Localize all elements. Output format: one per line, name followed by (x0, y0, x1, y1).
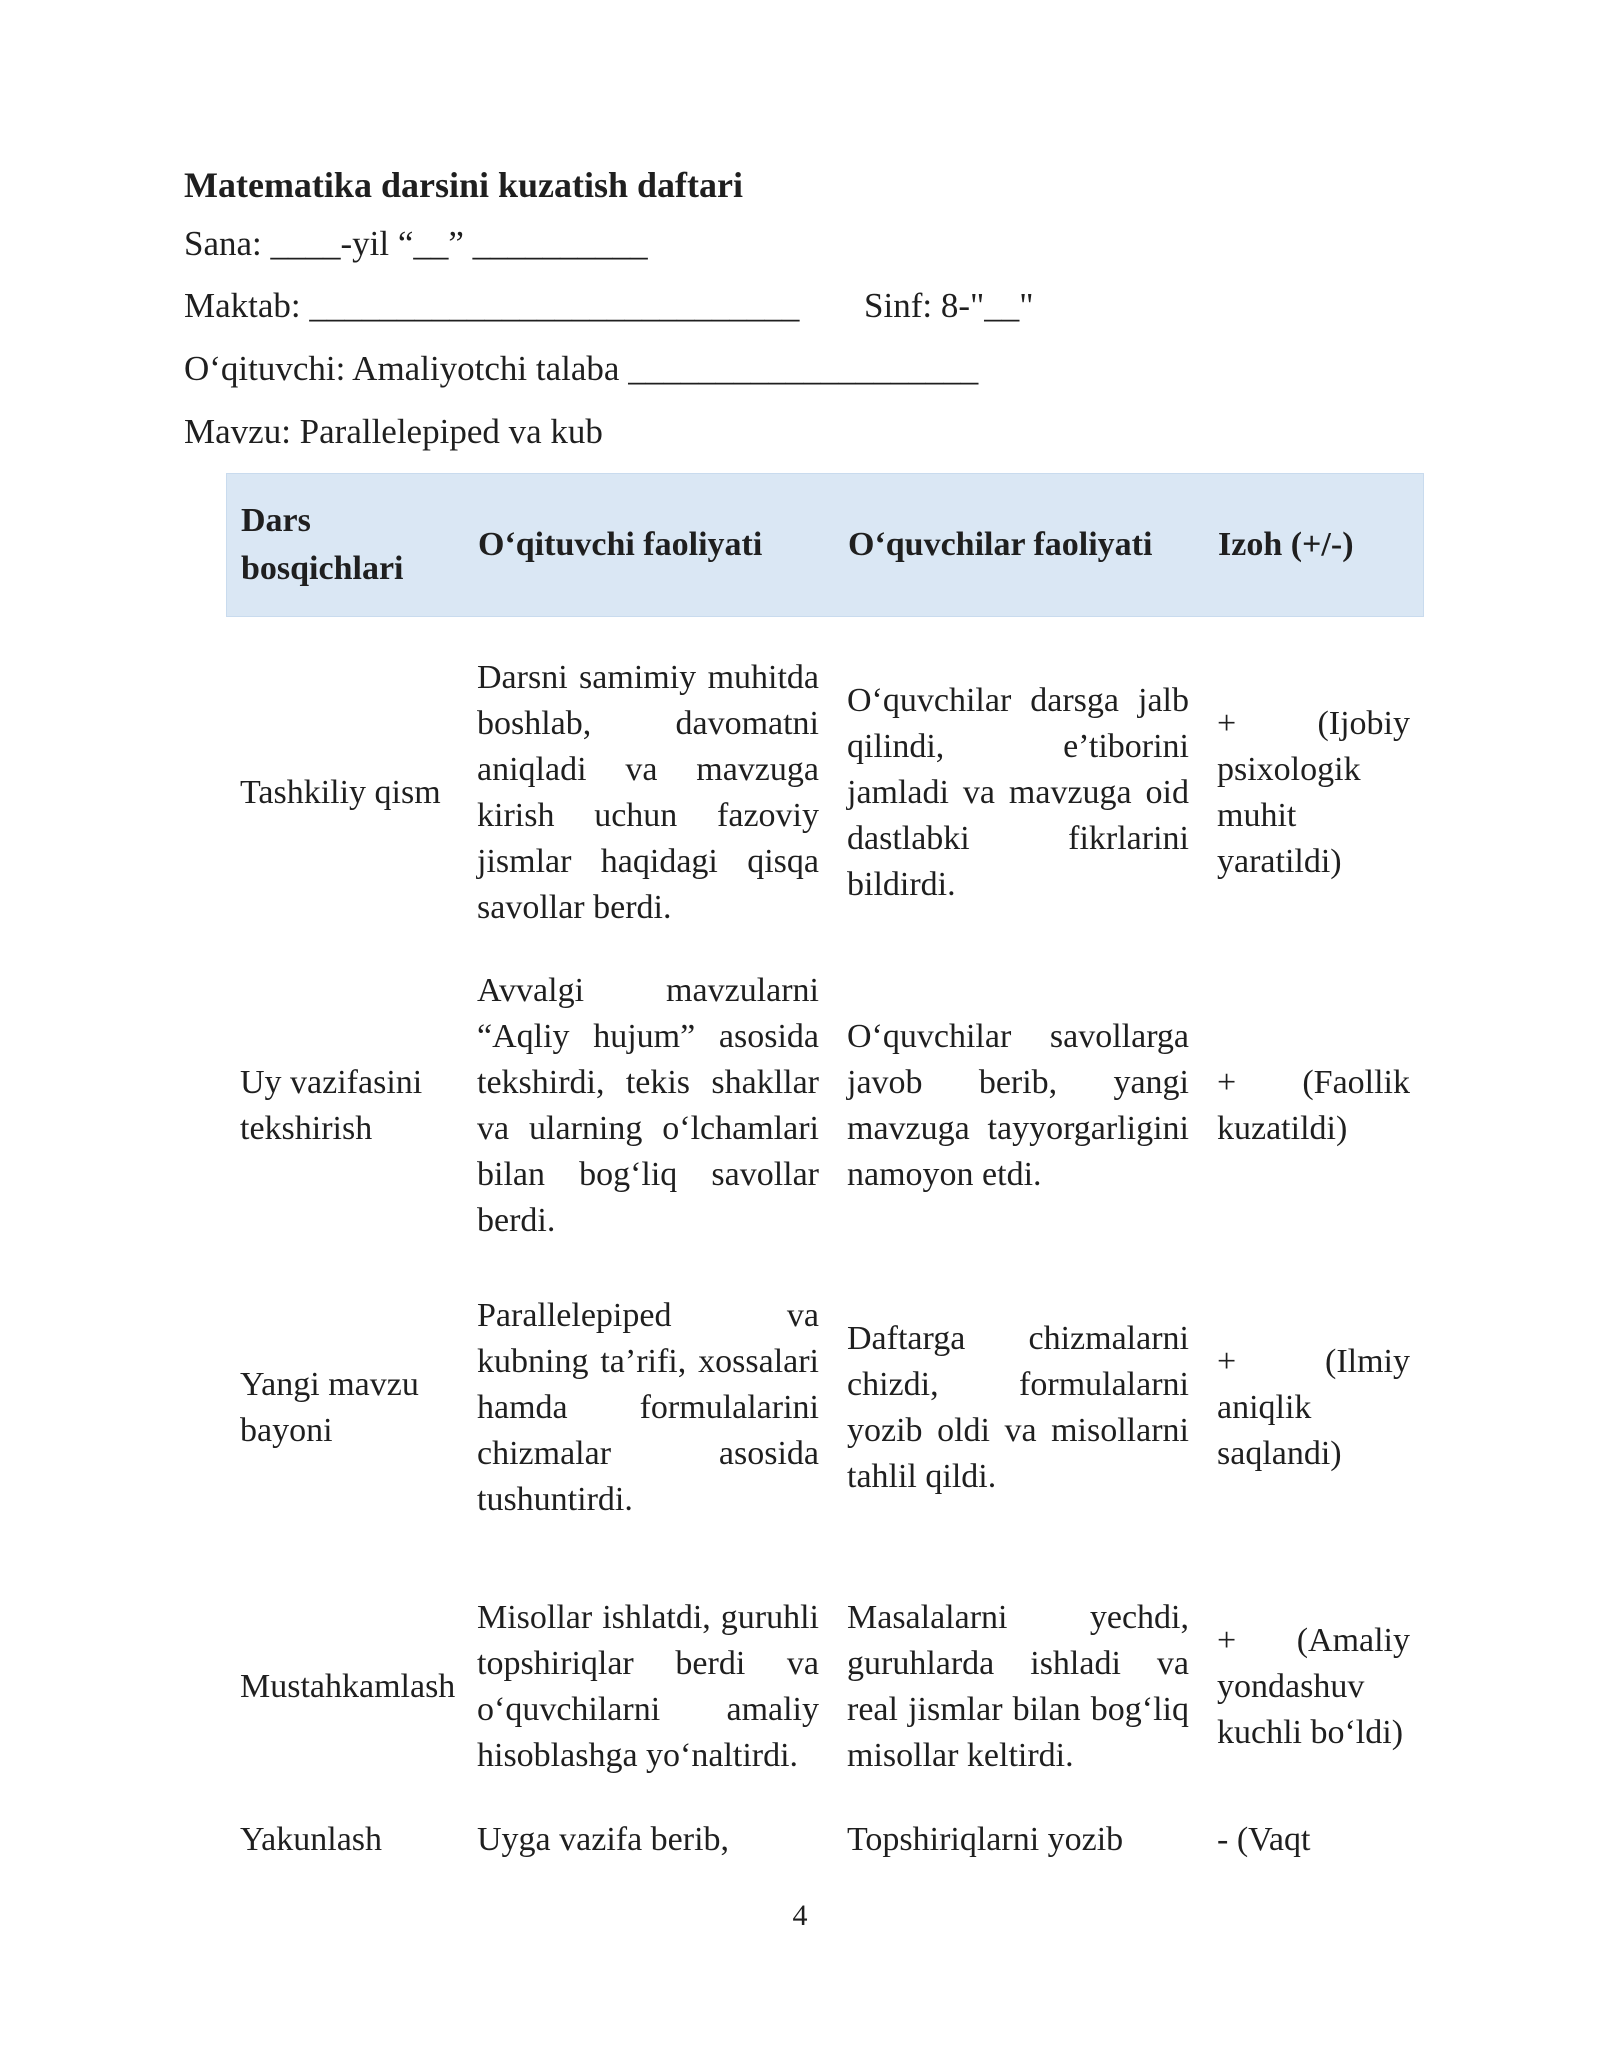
teacher-text: Parallelepiped va kubning ta’rifi, xossalari hamda formulalarini chizmalar asosida tushuntirdi. (477, 1297, 819, 1518)
teacher-cell (463, 1257, 833, 1559)
stage-cell (226, 1815, 463, 1873)
table-row (226, 631, 1424, 955)
class-line: Sinf: 8-"__" (864, 286, 1034, 325)
teacher-cell (463, 1559, 833, 1815)
note-cell (1203, 1257, 1424, 1559)
students-text: Masalalarni yechdi, guruhlarda ishladi va real jismlar bilan bog‘liq misollar keltirdi. (847, 1599, 1189, 1774)
header-stage: Dars bosqichlari (241, 502, 404, 587)
header-student-activity: O‘quvchilar faoliyati (848, 526, 1153, 563)
note-text: + (Faollik kuzatildi) (1217, 1064, 1410, 1147)
note-cell (1203, 631, 1424, 955)
table-row (226, 955, 1424, 1257)
teacher-text: Uyga vazifa berib, (477, 1821, 730, 1858)
students-cell (833, 1559, 1203, 1815)
students-cell (833, 955, 1203, 1257)
teacher-cell (463, 955, 833, 1257)
document-title: Matematika darsini kuzatish daftari (184, 165, 744, 205)
students-text: O‘quvchilar darsga jalb qilindi, e’tiborini jamladi va mavzuga oid dastlabki fikrlarini bildirdi. (847, 682, 1189, 903)
students-text: O‘quvchilar savollarga javob berib, yangi mavzuga tayyorgarligini namoyon etdi. (847, 1018, 1189, 1193)
stage-text: Mustahkamlash (240, 1668, 456, 1705)
note-text: + (Ilmiy aniqlik saqlandi) (1217, 1343, 1410, 1472)
stage-text: Yangi mavzu bayoni (240, 1366, 419, 1449)
note-text: - (Vaqt (1217, 1821, 1311, 1858)
table-header-row (226, 473, 1424, 617)
school-line: Maktab: ____________________________ (184, 286, 800, 325)
students-text: Topshiriqlarni yozib (847, 1821, 1124, 1858)
note-cell (1203, 1815, 1424, 1873)
note-cell (1203, 955, 1424, 1257)
students-text: Daftarga chizmalarni chizdi, formulalarni yozib oldi va misollarni tahlil qildi. (847, 1320, 1189, 1495)
table-row (226, 1257, 1424, 1559)
stage-cell (226, 1257, 463, 1559)
stage-cell (226, 1559, 463, 1815)
header-note: Izoh (+/-) (1218, 526, 1354, 563)
students-cell (833, 1815, 1203, 1873)
stage-text: Yakunlash (240, 1821, 383, 1858)
teacher-cell (463, 631, 833, 955)
note-cell (1203, 1559, 1424, 1815)
date-line: Sana: ____-yil “__” __________ (184, 224, 648, 263)
teacher-text: Avvalgi mavzularni “Aqliy hujum” asosida tekshirdi, tekis shakllar va ularning o‘lchamlari bilan bog‘liq savollar berdi. (477, 972, 819, 1239)
stage-cell (226, 955, 463, 1257)
header-teacher-activity: O‘qituvchi faoliyati (478, 526, 763, 563)
stage-cell (226, 631, 463, 955)
teacher-cell (463, 1815, 833, 1873)
observation-table (226, 473, 1424, 1873)
page-number: 4 (792, 1899, 808, 1932)
students-cell (833, 631, 1203, 955)
stage-text: Tashkiliy qism (240, 774, 441, 811)
table-row (226, 1559, 1424, 1815)
topic-line: Mavzu: Parallelepiped va kub (184, 412, 603, 451)
stage-text: Uy vazifasini tekshirish (240, 1064, 423, 1147)
teacher-text: Darsni samimiy muhitda boshlab, davomatni aniqladi va mavzuga kirish uchun fazoviy jismlar haqidagi qisqa savollar berdi. (477, 659, 819, 926)
note-text: + (Ijobiy psixologik muhit yaratildi) (1217, 705, 1410, 880)
note-text: + (Amaliy yondashuv kuchli bo‘ldi) (1217, 1622, 1410, 1751)
teacher-text: Misollar ishlatdi, guruhli topshiriqlar berdi va o‘quvchilarni amaliy hisoblashga yo‘naltirdi. (477, 1599, 819, 1774)
table-row (226, 1815, 1424, 1873)
teacher-line: O‘qituvchi: Amaliyotchi talaba ____________________ (184, 349, 979, 388)
students-cell (833, 1257, 1203, 1559)
